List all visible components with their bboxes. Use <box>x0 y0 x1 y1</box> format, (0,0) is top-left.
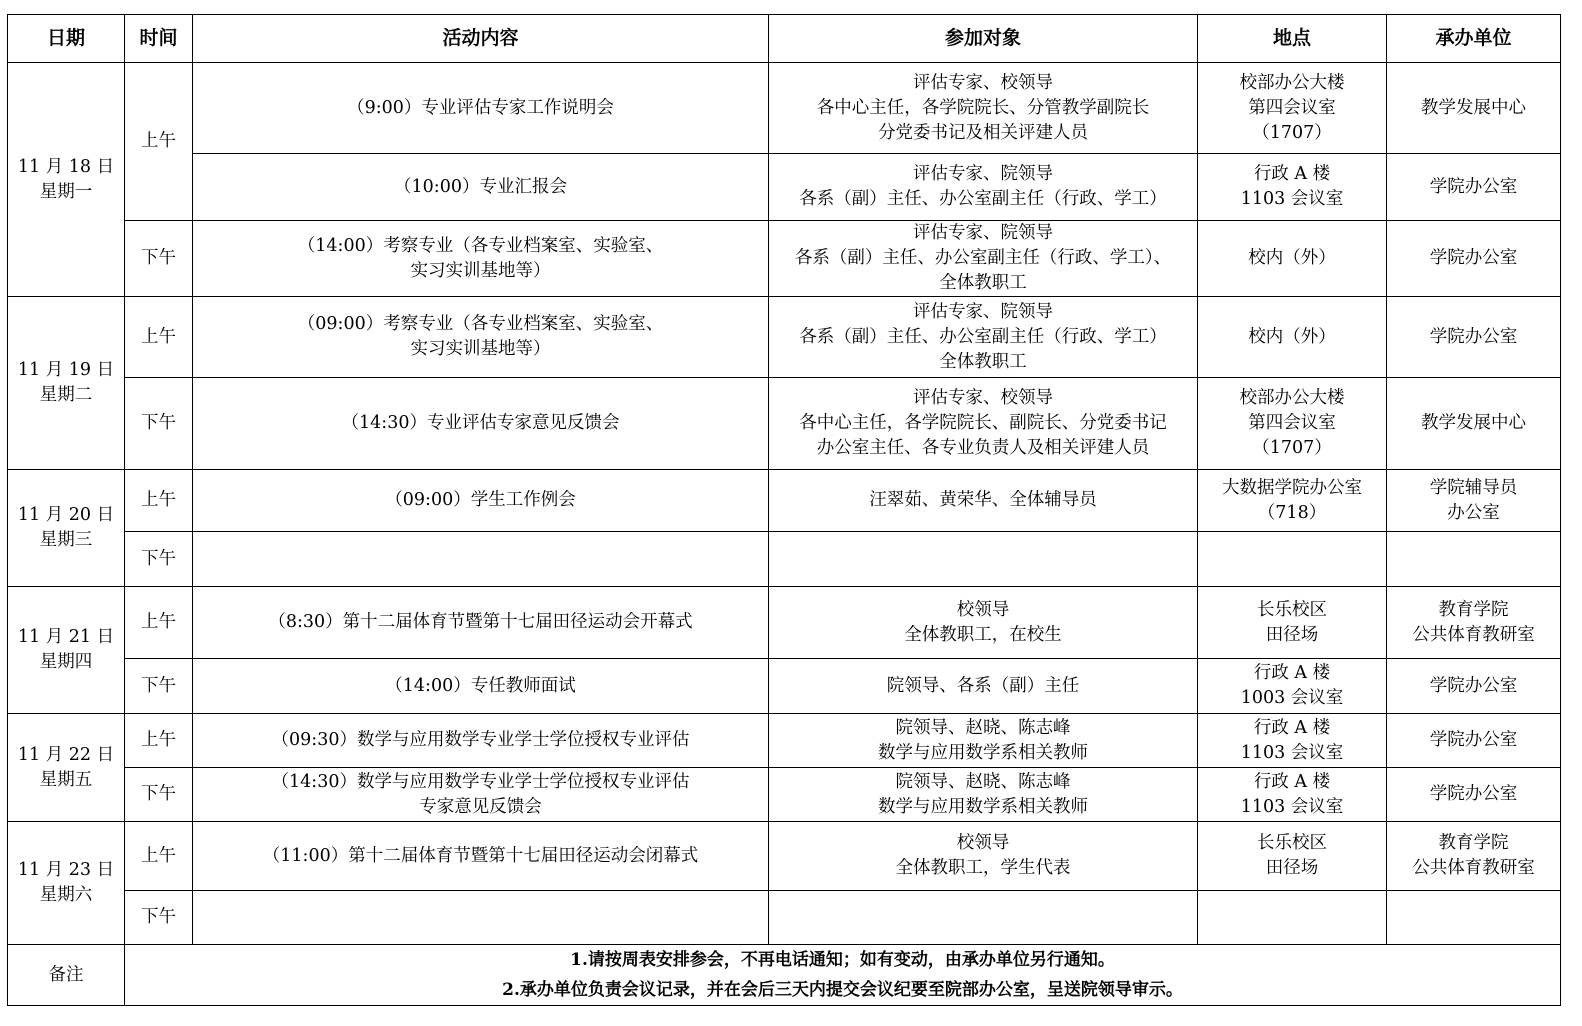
notes-cell <box>125 945 1561 1006</box>
header-date: 日期 <box>8 15 125 63</box>
attendees-cell: 评估专家、院领导 各系（副）主任、办公室副主任（行政、学工）、 全体教职工 <box>769 221 1198 297</box>
location-cell: 行政 A 楼 1103 会议室 <box>1198 154 1387 221</box>
table-row <box>8 297 1561 378</box>
time-cell: 上午 <box>125 822 193 891</box>
attendees-cell <box>769 891 1198 945</box>
organizer-cell: 教育学院 公共体育教研室 <box>1387 587 1561 659</box>
content-cell: （14:00）考察专业（各专业档案室、实验室、 实习实训基地等） <box>193 221 769 297</box>
organizer-cell: 学院办公室 <box>1387 714 1561 768</box>
location-cell: 大数据学院办公室 （718） <box>1198 470 1387 532</box>
weekly-schedule-table <box>7 14 1561 1006</box>
organizer-cell <box>1387 891 1561 945</box>
time-cell: 上午 <box>125 714 193 768</box>
organizer-cell: 教育学院 公共体育教研室 <box>1387 822 1561 891</box>
organizer-cell: 学院办公室 <box>1387 768 1561 822</box>
table-row <box>8 768 1561 822</box>
date-cell: 11 月 20 日 星期三 <box>8 470 125 587</box>
attendees-cell: 评估专家、校领导 各中心主任，各学院院长、副院长、分党委书记 办公室主任、各专业负责人及相关评建人员 <box>769 378 1198 470</box>
notes-label: 备注 <box>8 945 125 1006</box>
content-cell: （9:00）专业评估专家工作说明会 <box>193 63 769 154</box>
content-cell: （10:00）专业汇报会 <box>193 154 769 221</box>
time-cell: 下午 <box>125 768 193 822</box>
organizer-cell <box>1387 532 1561 587</box>
content-cell: （8:30）第十二届体育节暨第十七届田径运动会开幕式 <box>193 587 769 659</box>
content-cell: （09:00）考察专业（各专业档案室、实验室、 实习实训基地等） <box>193 297 769 378</box>
content-cell: （14:30）数学与应用数学专业学士学位授权专业评估 专家意见反馈会 <box>193 768 769 822</box>
content-cell: （09:00）学生工作例会 <box>193 470 769 532</box>
time-cell: 下午 <box>125 532 193 587</box>
date-cell: 11 月 21 日 星期四 <box>8 587 125 714</box>
table-row <box>8 154 1561 221</box>
header-attendees: 参加对象 <box>769 15 1198 63</box>
table-row <box>8 587 1561 659</box>
organizer-cell: 学院办公室 <box>1387 297 1561 378</box>
location-cell: 行政 A 楼 1103 会议室 <box>1198 768 1387 822</box>
attendees-cell: 评估专家、院领导 各系（副）主任、办公室副主任（行政、学工） <box>769 154 1198 221</box>
table-row <box>8 532 1561 587</box>
location-cell: 校内（外） <box>1198 297 1387 378</box>
table-row <box>8 63 1561 154</box>
location-cell: 校内（外） <box>1198 221 1387 297</box>
organizer-cell: 学院办公室 <box>1387 659 1561 714</box>
notes-row <box>8 945 1561 1006</box>
time-cell: 下午 <box>125 891 193 945</box>
organizer-cell: 教学发展中心 <box>1387 378 1561 470</box>
attendees-cell: 院领导、各系（副）主任 <box>769 659 1198 714</box>
content-cell: （14:00）专任教师面试 <box>193 659 769 714</box>
organizer-cell: 学院办公室 <box>1387 154 1561 221</box>
attendees-cell: 院领导、赵晓、陈志峰 数学与应用数学系相关教师 <box>769 714 1198 768</box>
attendees-cell: 校领导 全体教职工，在校生 <box>769 587 1198 659</box>
location-cell <box>1198 532 1387 587</box>
content-cell <box>193 532 769 587</box>
attendees-cell: 校领导 全体教职工，学生代表 <box>769 822 1198 891</box>
table-row <box>8 221 1561 297</box>
content-cell <box>193 891 769 945</box>
location-cell: 长乐校区 田径场 <box>1198 822 1387 891</box>
time-cell: 下午 <box>125 378 193 470</box>
time-cell: 下午 <box>125 221 193 297</box>
time-cell: 上午 <box>125 297 193 378</box>
time-cell: 上午 <box>125 587 193 659</box>
content-cell: （09:30）数学与应用数学专业学士学位授权专业评估 <box>193 714 769 768</box>
table-row <box>8 714 1561 768</box>
header-organizer: 承办单位 <box>1387 15 1561 63</box>
time-cell: 下午 <box>125 659 193 714</box>
date-cell: 11 月 18 日 星期一 <box>8 63 125 297</box>
location-cell: 校部办公大楼 第四会议室 （1707） <box>1198 378 1387 470</box>
content-cell: （14:30）专业评估专家意见反馈会 <box>193 378 769 470</box>
location-cell: 行政 A 楼 1103 会议室 <box>1198 714 1387 768</box>
date-cell: 11 月 23 日 星期六 <box>8 822 125 945</box>
organizer-cell: 学院辅导员 办公室 <box>1387 470 1561 532</box>
location-cell: 校部办公大楼 第四会议室 （1707） <box>1198 63 1387 154</box>
header-content: 活动内容 <box>193 15 769 63</box>
date-cell: 11 月 22 日 星期五 <box>8 714 125 822</box>
attendees-cell: 院领导、赵晓、陈志峰 数学与应用数学系相关教师 <box>769 768 1198 822</box>
organizer-cell: 教学发展中心 <box>1387 63 1561 154</box>
attendees-cell: 汪翠茹、黄荣华、全体辅导员 <box>769 470 1198 532</box>
location-cell <box>1198 891 1387 945</box>
table-row <box>8 470 1561 532</box>
organizer-cell: 学院办公室 <box>1387 221 1561 297</box>
date-cell: 11 月 19 日 星期二 <box>8 297 125 470</box>
content-cell: （11:00）第十二届体育节暨第十七届田径运动会闭幕式 <box>193 822 769 891</box>
table-row <box>8 659 1561 714</box>
location-cell: 行政 A 楼 1003 会议室 <box>1198 659 1387 714</box>
time-cell: 上午 <box>125 470 193 532</box>
attendees-cell <box>769 532 1198 587</box>
table-row <box>8 891 1561 945</box>
table-row <box>8 378 1561 470</box>
attendees-cell: 评估专家、院领导 各系（副）主任、办公室副主任（行政、学工） 全体教职工 <box>769 297 1198 378</box>
time-cell: 上午 <box>125 63 193 221</box>
header-time: 时间 <box>125 15 193 63</box>
note-line-1: 1.请按周表安排参会，不再电话通知；如有变动，由承办单位另行通知。 <box>570 950 1115 970</box>
table-row <box>8 822 1561 891</box>
header-row <box>8 15 1561 63</box>
attendees-cell: 评估专家、校领导 各中心主任，各学院院长、分管教学副院长 分党委书记及相关评建人员 <box>769 63 1198 154</box>
note-line-2: 2.承办单位负责会议记录，并在会后三天内提交会议纪要至院部办公室，呈送院领导审示。 <box>502 980 1183 1000</box>
header-location: 地点 <box>1198 15 1387 63</box>
location-cell: 长乐校区 田径场 <box>1198 587 1387 659</box>
